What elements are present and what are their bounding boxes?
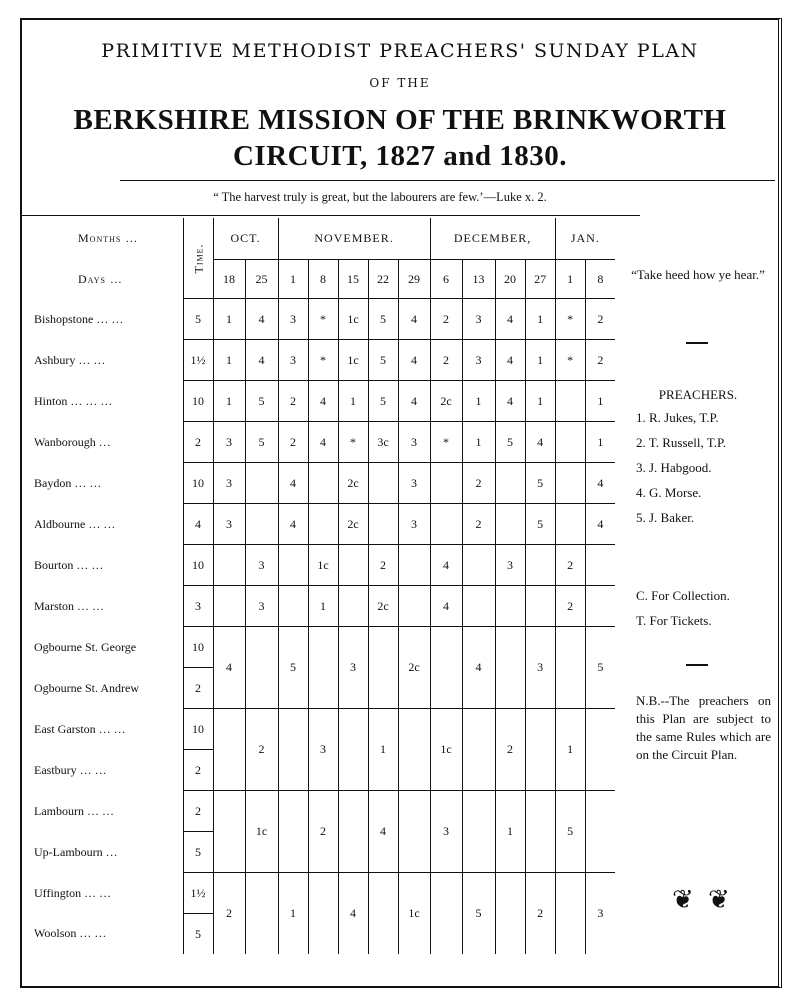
table-row <box>24 463 615 504</box>
service-time: 2 <box>183 750 213 791</box>
time-header <box>183 218 213 299</box>
plan-cell: 5 <box>462 873 495 955</box>
plan-cell: 3 <box>213 422 245 463</box>
plan-cell <box>462 545 495 586</box>
plan-cell <box>308 873 338 955</box>
plan-cell <box>245 873 278 955</box>
plan-cell: 1 <box>368 709 398 791</box>
day-header: 20 <box>495 260 525 299</box>
plan-cell: 1 <box>213 340 245 381</box>
plan-cell: 4 <box>462 627 495 709</box>
plan-cell: 5 <box>585 627 615 709</box>
plan-cell <box>430 504 462 545</box>
place-name: Bourton … … <box>34 557 104 572</box>
preachers-title: PREACHERS. <box>658 387 738 402</box>
day-header: 22 <box>368 260 398 299</box>
day-header: 29 <box>398 260 430 299</box>
plan-cell <box>462 709 495 791</box>
plan-cell: 1 <box>462 422 495 463</box>
plan-cell: 1c <box>398 873 430 955</box>
plan-cell: 3 <box>338 627 368 709</box>
plan-cell <box>338 545 368 586</box>
plan-cell: 4 <box>585 504 615 545</box>
plan-cell: 3 <box>245 586 278 627</box>
place-name: Woolson … … <box>34 926 107 941</box>
plan-cell <box>430 463 462 504</box>
plan-cell: 3 <box>278 340 308 381</box>
plan-cell <box>430 627 462 709</box>
plan-cell: 3 <box>398 463 430 504</box>
plan-cell: 1 <box>555 709 585 791</box>
plan-cell: 4 <box>430 545 462 586</box>
place-name: Baydon … … <box>34 475 102 490</box>
plan-cell: * <box>338 422 368 463</box>
motto: “Take heed how ye hear.” <box>631 267 765 282</box>
key-item: T. For Tickets. <box>636 613 712 628</box>
service-time: 2 <box>183 668 213 709</box>
plan-cell: * <box>555 299 585 340</box>
days-label: Days … <box>78 271 123 286</box>
place-name: Hinton … … … <box>34 393 113 408</box>
key-list <box>636 588 796 638</box>
plan-cell: 1c <box>308 545 338 586</box>
plan-cell: 3 <box>495 545 525 586</box>
plan-cell: 1 <box>525 381 555 422</box>
plan-cell <box>368 463 398 504</box>
plan-cell <box>525 709 555 791</box>
fleuron-ornament-icon: ❦ <box>708 885 730 915</box>
plan-cell: 2 <box>368 545 398 586</box>
plan-cell: 5 <box>368 299 398 340</box>
day-header: 13 <box>462 260 495 299</box>
place-name: Ogbourne St. George <box>34 639 137 654</box>
plan-cell: 2 <box>495 709 525 791</box>
place-name: Marston … … <box>34 598 104 613</box>
plan-cell: 1c <box>338 299 368 340</box>
day-header: 27 <box>525 260 555 299</box>
preacher-item: 4. G. Morse. <box>636 485 702 500</box>
plan-cell: 5 <box>245 381 278 422</box>
day-header: 15 <box>338 260 368 299</box>
plan-cell <box>585 586 615 627</box>
plan-cell: 4 <box>308 381 338 422</box>
plan-cell <box>555 422 585 463</box>
plan-cell: * <box>430 422 462 463</box>
day-header: 1 <box>278 260 308 299</box>
service-time: 4 <box>183 504 213 545</box>
plan-cell <box>555 873 585 955</box>
preacher-item: 3. J. Habgood. <box>636 460 712 475</box>
months-label: Months … <box>78 231 139 246</box>
rule-top <box>120 180 775 181</box>
table-row <box>24 709 615 750</box>
plan-cell <box>338 709 368 791</box>
plan-cell <box>585 791 615 873</box>
plan-cell: 2c <box>338 463 368 504</box>
plan-cell: 5 <box>245 422 278 463</box>
rule-table-top <box>22 215 640 216</box>
plan-cell <box>555 627 585 709</box>
plan-title: PRIMITIVE METHODIST PREACHERS' SUNDAY PLAN <box>101 40 699 62</box>
plan-cell: 2 <box>430 299 462 340</box>
plan-cell: * <box>555 340 585 381</box>
plan-cell: 4 <box>368 791 398 873</box>
plan-cell: 2 <box>462 504 495 545</box>
plan-cell <box>525 545 555 586</box>
day-header: 25 <box>245 260 278 299</box>
plan-cell: 4 <box>278 463 308 504</box>
plan-cell <box>398 586 430 627</box>
service-time: 10 <box>183 381 213 422</box>
plan-cell: 1c <box>338 340 368 381</box>
plan-cell: 1 <box>585 381 615 422</box>
plan-cell: 2 <box>278 422 308 463</box>
preacher-item: 2. T. Russell, T.P. <box>636 435 727 450</box>
plan-cell <box>213 545 245 586</box>
plan-cell: 1 <box>495 791 525 873</box>
service-time: 2 <box>183 422 213 463</box>
plan-cell: 2c <box>430 381 462 422</box>
place-name: Up-Lambourn … <box>34 844 118 859</box>
plan-cell: 4 <box>245 299 278 340</box>
plan-cell: 4 <box>338 873 368 955</box>
plan-cell: 3c <box>368 422 398 463</box>
plan-cell: 1 <box>585 422 615 463</box>
plan-cell: 5 <box>525 504 555 545</box>
plan-cell <box>495 504 525 545</box>
day-header: 8 <box>585 260 615 299</box>
plan-cell <box>213 709 245 791</box>
plan-cell: 3 <box>462 299 495 340</box>
heading-line-2: CIRCUIT, 1827 and 1830. <box>232 140 568 172</box>
plan-cell: 2 <box>585 340 615 381</box>
plan-cell: 3 <box>430 791 462 873</box>
plan-cell <box>430 873 462 955</box>
preachers-list <box>636 410 796 535</box>
plan-cell: 1 <box>278 873 308 955</box>
plan-cell: 2 <box>213 873 245 955</box>
plan-cell: 2 <box>555 586 585 627</box>
plan-cell: 5 <box>555 791 585 873</box>
plan-cell: 3 <box>398 422 430 463</box>
plan-cell: * <box>308 340 338 381</box>
plan-cell <box>278 545 308 586</box>
plan-cell <box>213 586 245 627</box>
plan-cell: 4 <box>495 340 525 381</box>
plan-cell: 5 <box>368 381 398 422</box>
plan-cell: 1 <box>213 299 245 340</box>
note: N.B.--The preachers on this Plan are subject to the same Rules which are on the Circuit Plan. <box>636 693 771 762</box>
place-name: Uffington … … <box>34 885 112 900</box>
plan-cell: 1c <box>430 709 462 791</box>
plan-subtitle: OF THE <box>369 76 431 90</box>
plan-cell: 3 <box>213 463 245 504</box>
table-row <box>24 627 615 668</box>
table-row <box>24 299 615 340</box>
plan-cell: 1 <box>338 381 368 422</box>
table-row <box>24 340 615 381</box>
plan-cell: 1 <box>525 299 555 340</box>
plan-cell <box>555 463 585 504</box>
month-header: OCT. <box>213 218 278 260</box>
plan-cell <box>368 627 398 709</box>
plan-cell: 2 <box>278 381 308 422</box>
day-header: 1 <box>555 260 585 299</box>
plan-cell: 2 <box>308 791 338 873</box>
heading-line-1: BERKSHIRE MISSION OF THE BRINKWORTH <box>73 104 727 136</box>
table-row <box>24 873 615 914</box>
plan-cell <box>278 791 308 873</box>
plan-cell: 5 <box>368 340 398 381</box>
service-time: 1½ <box>183 873 213 914</box>
preaching-plan-table <box>24 218 615 954</box>
plan-cell <box>555 504 585 545</box>
plan-cell <box>525 791 555 873</box>
service-time: 10 <box>183 545 213 586</box>
plan-cell <box>368 873 398 955</box>
plan-cell: 4 <box>245 340 278 381</box>
plan-cell: 5 <box>495 422 525 463</box>
plan-cell: 5 <box>525 463 555 504</box>
divider <box>686 664 708 666</box>
plan-cell <box>585 709 615 791</box>
preacher-item: 5. J. Baker. <box>636 510 695 525</box>
month-header: NOVEMBER. <box>278 218 430 260</box>
preacher-item: 1. R. Jukes, T.P. <box>636 410 719 425</box>
plan-cell <box>398 791 430 873</box>
plan-cell: 2c <box>368 586 398 627</box>
plan-cell: 4 <box>585 463 615 504</box>
plan-cell: 3 <box>585 873 615 955</box>
plan-cell: 1 <box>462 381 495 422</box>
plan-cell: 2c <box>338 504 368 545</box>
plan-cell: 2 <box>525 873 555 955</box>
plan-cell: 2c <box>398 627 430 709</box>
table-row <box>24 381 615 422</box>
plan-cell: * <box>308 299 338 340</box>
service-time: 5 <box>183 914 213 955</box>
plan-cell: 2 <box>430 340 462 381</box>
plan-cell: 3 <box>462 340 495 381</box>
plan-cell: 1c <box>245 791 278 873</box>
scripture-quote: “ The harvest truly is great, but the labourers are few.’—Luke x. 2. <box>213 190 547 204</box>
plan-cell <box>278 709 308 791</box>
service-time: 10 <box>183 463 213 504</box>
plan-cell: 1 <box>525 340 555 381</box>
table-row <box>24 504 615 545</box>
plan-cell <box>245 504 278 545</box>
plan-cell <box>555 381 585 422</box>
table-row <box>24 422 615 463</box>
plan-cell: 2 <box>245 709 278 791</box>
service-time: 10 <box>183 709 213 750</box>
plan-cell: 4 <box>495 299 525 340</box>
plan-cell <box>495 463 525 504</box>
plan-cell <box>495 586 525 627</box>
month-header: JAN. <box>555 218 615 260</box>
plan-cell <box>462 586 495 627</box>
day-header: 6 <box>430 260 462 299</box>
plan-cell: 1 <box>213 381 245 422</box>
plan-cell: 3 <box>525 627 555 709</box>
service-time: 1½ <box>183 340 213 381</box>
day-header: 18 <box>213 260 245 299</box>
plan-cell: 3 <box>213 504 245 545</box>
divider <box>686 342 708 344</box>
plan-cell: 4 <box>398 340 430 381</box>
plan-cell: 1 <box>308 586 338 627</box>
plan-cell <box>308 504 338 545</box>
plan-cell <box>462 791 495 873</box>
place-name: East Garston … … <box>34 721 126 736</box>
service-time: 3 <box>183 586 213 627</box>
time-label: Time. <box>191 243 205 273</box>
plan-cell: 2 <box>585 299 615 340</box>
plan-cell: 3 <box>398 504 430 545</box>
fleuron-ornament-icon: ❦ <box>672 885 694 915</box>
plan-cell <box>495 627 525 709</box>
plan-cell <box>398 709 430 791</box>
plan-cell: 4 <box>525 422 555 463</box>
plan-cell <box>278 586 308 627</box>
service-time: 5 <box>183 299 213 340</box>
table-row <box>24 545 615 586</box>
plan-cell: 2 <box>555 545 585 586</box>
plan-cell: 4 <box>430 586 462 627</box>
month-header: DECEMBER, <box>430 218 555 260</box>
place-name: Wanborough … <box>34 434 111 449</box>
plan-heading <box>20 102 780 174</box>
plan-cell <box>398 545 430 586</box>
day-header: 8 <box>308 260 338 299</box>
plan-cell: 4 <box>398 381 430 422</box>
plan-cell <box>338 586 368 627</box>
plan-cell: 3 <box>245 545 278 586</box>
place-name: Eastbury … … <box>34 762 107 777</box>
plan-cell: 4 <box>213 627 245 709</box>
plan-cell: 4 <box>398 299 430 340</box>
plan-cell <box>213 791 245 873</box>
plan-cell: 3 <box>308 709 338 791</box>
place-name: Ashbury … … <box>34 352 106 367</box>
service-time: 5 <box>183 832 213 873</box>
plan-cell <box>338 791 368 873</box>
service-time: 2 <box>183 791 213 832</box>
plan-cell <box>308 463 338 504</box>
plan-cell: 4 <box>278 504 308 545</box>
plan-cell: 5 <box>278 627 308 709</box>
table-row <box>24 791 615 832</box>
place-name: Bishopstone … … <box>34 311 124 326</box>
key-item: C. For Collection. <box>636 588 730 603</box>
plan-cell <box>308 627 338 709</box>
service-time: 10 <box>183 627 213 668</box>
plan-cell <box>368 504 398 545</box>
plan-cell <box>245 463 278 504</box>
plan-cell: 2 <box>462 463 495 504</box>
plan-cell: 4 <box>308 422 338 463</box>
plan-cell: 3 <box>278 299 308 340</box>
place-name: Lambourn … … <box>34 803 114 818</box>
plan-cell <box>245 627 278 709</box>
plan-cell <box>525 586 555 627</box>
table-row <box>24 586 615 627</box>
plan-cell <box>495 873 525 955</box>
place-name: Ogbourne St. Andrew <box>34 680 139 695</box>
plan-cell: 4 <box>495 381 525 422</box>
place-name: Aldbourne … … <box>34 516 116 531</box>
plan-cell <box>585 545 615 586</box>
